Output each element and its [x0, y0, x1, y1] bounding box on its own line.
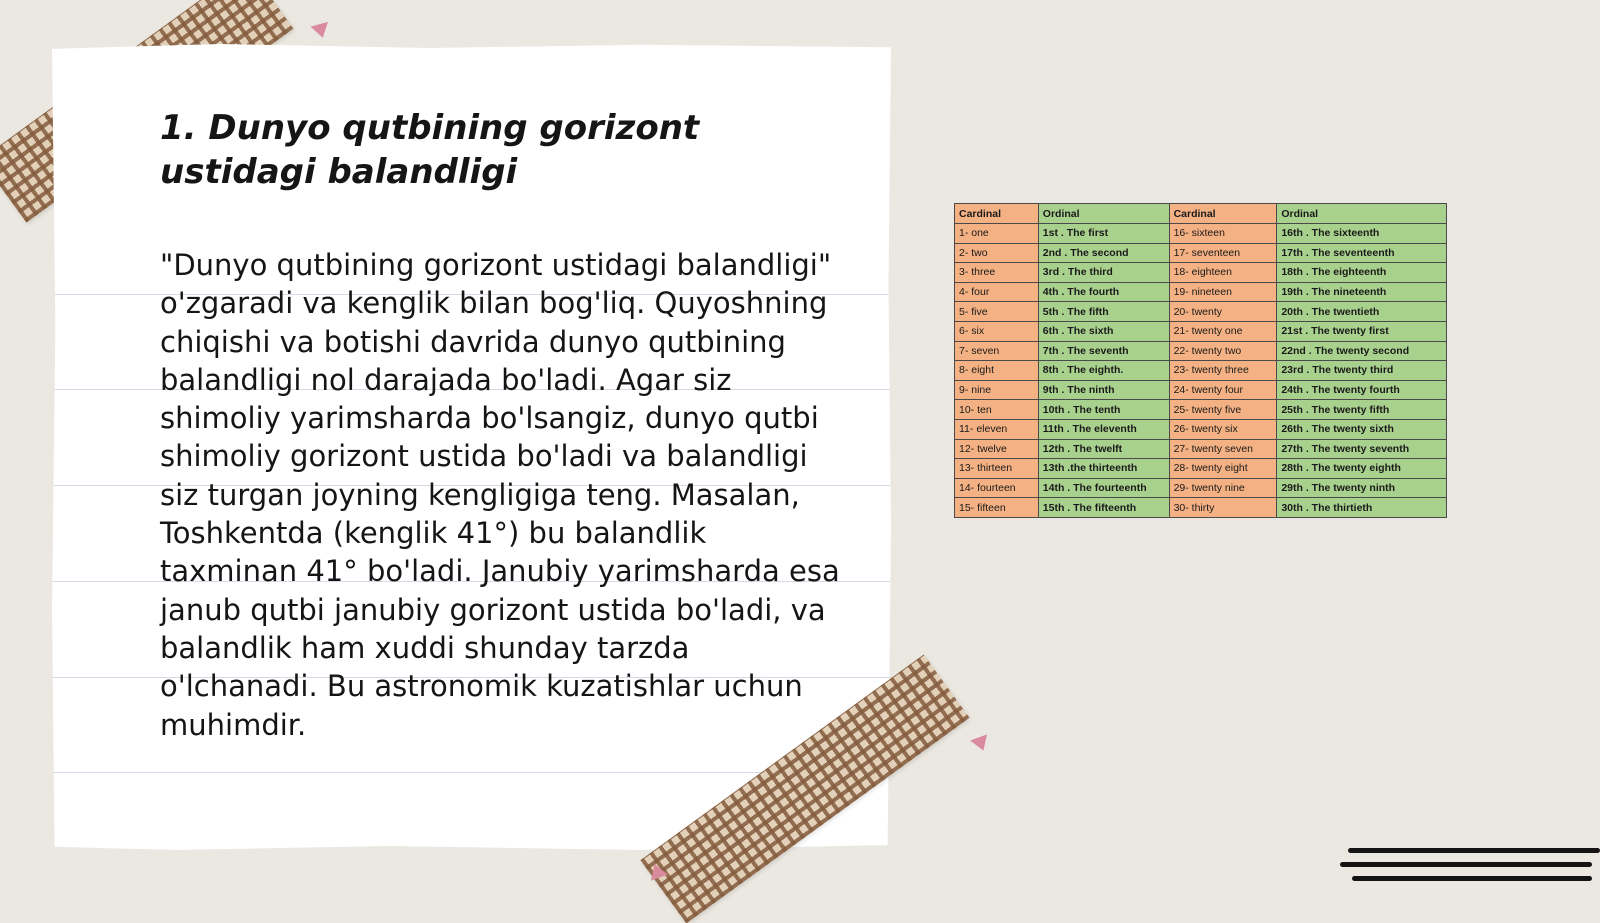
ordinal-cell: 26th . The twenty sixth — [1277, 419, 1447, 439]
table-row — [955, 302, 1447, 322]
ordinal-cell: 1st . The first — [1038, 224, 1169, 244]
cardinal-cell: 23- twenty three — [1169, 361, 1277, 381]
ordinal-cell: 17th . The seventeenth — [1277, 243, 1447, 263]
ordinal-cell: 9th . The ninth — [1038, 380, 1169, 400]
table-row — [955, 243, 1447, 263]
header-ordinal: Ordinal — [1277, 204, 1447, 224]
table-row — [955, 459, 1447, 479]
table-row — [955, 400, 1447, 420]
ordinal-cell: 3rd . The third — [1038, 263, 1169, 283]
table-row — [955, 282, 1447, 302]
ordinal-cell: 11th . The eleventh — [1038, 419, 1169, 439]
ordinal-cell: 14th . The fourteenth — [1038, 478, 1169, 498]
ordinal-cell: 15th . The fifteenth — [1038, 498, 1169, 518]
ordinal-cell: 25th . The twenty fifth — [1277, 400, 1447, 420]
cardinal-cell: 2- two — [955, 243, 1039, 263]
cardinal-cell: 27- twenty seven — [1169, 439, 1277, 459]
cardinal-cell: 9- nine — [955, 380, 1039, 400]
cardinal-cell: 10- ten — [955, 400, 1039, 420]
cardinal-cell: 8- eight — [955, 361, 1039, 381]
ordinal-cell: 30th . The thirtieth — [1277, 498, 1447, 518]
cardinal-cell: 5- five — [955, 302, 1039, 322]
ordinal-cell: 6th . The sixth — [1038, 321, 1169, 341]
ordinal-cell: 21st . The twenty first — [1277, 321, 1447, 341]
ordinal-cell: 16th . The sixteenth — [1277, 224, 1447, 244]
table-row — [955, 263, 1447, 283]
table-row — [955, 419, 1447, 439]
cardinal-cell: 28- twenty eight — [1169, 459, 1277, 479]
brush-stroke-decoration — [1348, 848, 1600, 890]
cardinal-cell: 22- twenty two — [1169, 341, 1277, 361]
table-row — [955, 341, 1447, 361]
table-row — [955, 224, 1447, 244]
slide-title: 1. Dunyo qutbining gorizont ustidagi balandligi — [160, 108, 700, 192]
table-row — [955, 321, 1447, 341]
cardinal-cell: 7- seven — [955, 341, 1039, 361]
ordinal-cell: 29th . The twenty ninth — [1277, 478, 1447, 498]
ordinal-cell: 19th . The nineteenth — [1277, 282, 1447, 302]
table-header-row — [955, 204, 1447, 224]
cardinal-cell: 6- six — [955, 321, 1039, 341]
cardinal-cell: 29- twenty nine — [1169, 478, 1277, 498]
ordinal-cell: 7th . The seventh — [1038, 341, 1169, 361]
numbers-table — [954, 203, 1447, 518]
cardinal-cell: 12- twelve — [955, 439, 1039, 459]
ordinal-cell: 24th . The twenty fourth — [1277, 380, 1447, 400]
ordinal-cell: 8th . The eighth. — [1038, 361, 1169, 381]
header-cardinal: Cardinal — [955, 204, 1039, 224]
slide-body-text: "Dunyo qutbining gorizont ustidagi balandligi" o'zgaradi va kenglik bilan bog'liq. Quyoshning chiqishi va botishi davrida dunyo qutbining balandligi nol darajada bo'ladi. Agar siz shimoliy yarimsharda bo'lsangiz, dunyo qutbi shimoliy gorizont ustida bo'ladi va balandligi siz turgan joyning kengligiga teng. Masalan, Toshkentda (kenglik 41°) bu balandlik taxminan 41° bo'ladi. Janubiy yarimsharda esa janub qutbi janubiy gorizont ustida bo'ladi, va balandlik ham xuddi shunday tarzda o'lchanadi. Bu astronomik kuzatishlar uchun muhimdir. — [160, 248, 840, 742]
tape-corner-decoration — [310, 22, 331, 40]
cardinal-cell: 19- nineteen — [1169, 282, 1277, 302]
cardinal-cell: 4- four — [955, 282, 1039, 302]
cardinal-cell: 3- three — [955, 263, 1039, 283]
cardinal-cell: 30- thirty — [1169, 498, 1277, 518]
table-row — [955, 380, 1447, 400]
cardinal-cell: 18- eighteen — [1169, 263, 1277, 283]
ordinal-cell: 13th .the thirteenth — [1038, 459, 1169, 479]
cardinal-cell: 26- twenty six — [1169, 419, 1277, 439]
cardinal-cell: 24- twenty four — [1169, 380, 1277, 400]
cardinal-cell: 15- fifteen — [955, 498, 1039, 518]
tape-corner-decoration — [970, 734, 992, 753]
header-ordinal: Ordinal — [1038, 204, 1169, 224]
cardinal-cell: 11- eleven — [955, 419, 1039, 439]
ordinal-cell: 5th . The fifth — [1038, 302, 1169, 322]
cardinal-cell: 16- sixteen — [1169, 224, 1277, 244]
ordinal-cell: 4th . The fourth — [1038, 282, 1169, 302]
table-row — [955, 361, 1447, 381]
cardinal-cell: 17- seventeen — [1169, 243, 1277, 263]
cardinal-cell: 21- twenty one — [1169, 321, 1277, 341]
ordinal-cell: 20th . The twentieth — [1277, 302, 1447, 322]
cardinal-cell: 13- thirteen — [955, 459, 1039, 479]
table-row — [955, 439, 1447, 459]
table-row — [955, 498, 1447, 518]
header-cardinal: Cardinal — [1169, 204, 1277, 224]
ordinal-cell: 12th . The twelft — [1038, 439, 1169, 459]
table-row — [955, 478, 1447, 498]
ordinal-cell: 10th . The tenth — [1038, 400, 1169, 420]
cardinal-cell: 14- fourteen — [955, 478, 1039, 498]
ordinal-cell: 23rd . The twenty third — [1277, 361, 1447, 381]
ordinal-cell: 18th . The eighteenth — [1277, 263, 1447, 283]
cardinal-cell: 25- twenty five — [1169, 400, 1277, 420]
ordinal-cell: 22nd . The twenty second — [1277, 341, 1447, 361]
cardinal-cell: 20- twenty — [1169, 302, 1277, 322]
ordinal-cell: 27th . The twenty seventh — [1277, 439, 1447, 459]
ordinal-cell: 28th . The twenty eighth — [1277, 459, 1447, 479]
cardinal-cell: 1- one — [955, 224, 1039, 244]
ordinal-cell: 2nd . The second — [1038, 243, 1169, 263]
